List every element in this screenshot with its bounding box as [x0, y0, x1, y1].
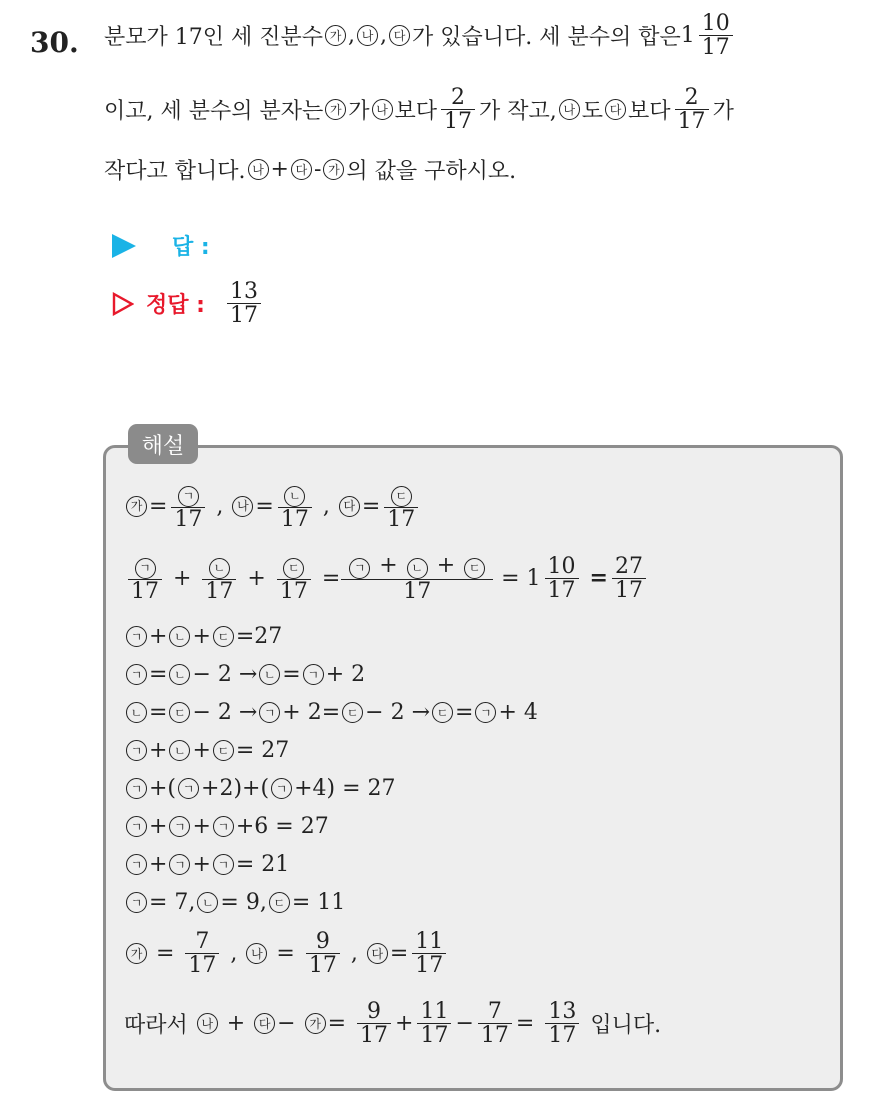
- solution-line-3: ㄱ + ㄴ + ㄷ =27: [124, 624, 282, 649]
- correct-answer-row: [112, 280, 265, 327]
- solution-line-9: ㄱ + ㄱ + ㄱ = 21: [124, 852, 289, 877]
- solution-line-7: ㄱ +( ㄱ +2)+( ㄱ +4) = 27: [124, 776, 396, 801]
- fraction: $\frac{10}{17}$: [699, 12, 733, 59]
- solution-line-1: 가 = $\frac{\text{ㄱ}}{17}$ , 나 = $\frac{\text{ㄴ}}{17}$ , 다 = $\frac{\text{ㄷ}}{17}$: [124, 482, 422, 531]
- solution-line-2: $\frac{\text{ㄱ}}{17}$ + $\frac{\text{ㄴ}}{17}$ + $\frac{\text{ㄷ}}{17}$ = $\frac{\text{ㄱ + ㄴ + ㄷ}}{17}$ = 1 $\frac{10}{17}$ = $\frac{27}{17}$: [124, 554, 650, 603]
- solution-line-10: ㄱ = 7, ㄴ = 9, ㄷ = 11: [124, 890, 345, 915]
- play-icon: [112, 234, 136, 258]
- question-line-2: 이고, 세 분수의 분자는 가 가 나 보다 $\frac{2}{17}$ 가 작고, 나 도 다 보다 $\frac{2}{17}$ 가: [104, 85, 734, 135]
- solution-line-4: ㄱ = ㄴ − 2 → ㄴ = ㄱ + 2: [124, 662, 365, 687]
- correct-answer-value: $\frac{13}{17}$: [227, 280, 261, 327]
- outline-play-icon: [112, 292, 134, 316]
- solution-line-12: 따라서 나 + 다 − 가 = $\frac{9}{17}$ + $\frac{11}{17}$ − $\frac{7}{17}$ = $\frac{13}{17}$ 입니다.: [124, 999, 662, 1049]
- answer-label: 답 :: [172, 235, 210, 260]
- question-number: 30.: [30, 26, 79, 59]
- solution-tab: 해설: [128, 424, 198, 464]
- na-symbol: 나: [357, 25, 378, 46]
- da-symbol: 다: [389, 25, 410, 46]
- whole-number: 1: [680, 23, 695, 49]
- solution-box: [103, 445, 843, 1091]
- correct-answer-label: 정답 :: [146, 293, 205, 319]
- question-line-1: 분모가 17인 세 진분수 가 , 나 , 다 가 있습니다. 세 분수의 합은 1 $\frac{10}{17}$: [104, 12, 737, 59]
- solution-line-5: ㄴ = ㄷ − 2 → ㄱ + 2= ㄷ − 2 → ㄷ = ㄱ + 4: [124, 700, 538, 725]
- solution-line-6: ㄱ + ㄴ + ㄷ = 27: [124, 738, 289, 763]
- ga-symbol: 가: [325, 25, 346, 46]
- answer-row: [112, 230, 210, 261]
- solution-line-8: ㄱ + ㄱ + ㄱ +6 = 27: [124, 814, 329, 839]
- solution-line-11: 가 = $\frac{7}{17}$ , 나 = $\frac{9}{17}$ , 다 = $\frac{11}{17}$: [124, 930, 450, 977]
- fraction: $\frac{2}{17}$: [675, 86, 709, 133]
- fraction: $\frac{2}{17}$: [441, 86, 475, 133]
- question-line-3: 작다고 합니다. 나 + 다 - 가 의 값을 구하시오.: [104, 157, 517, 184]
